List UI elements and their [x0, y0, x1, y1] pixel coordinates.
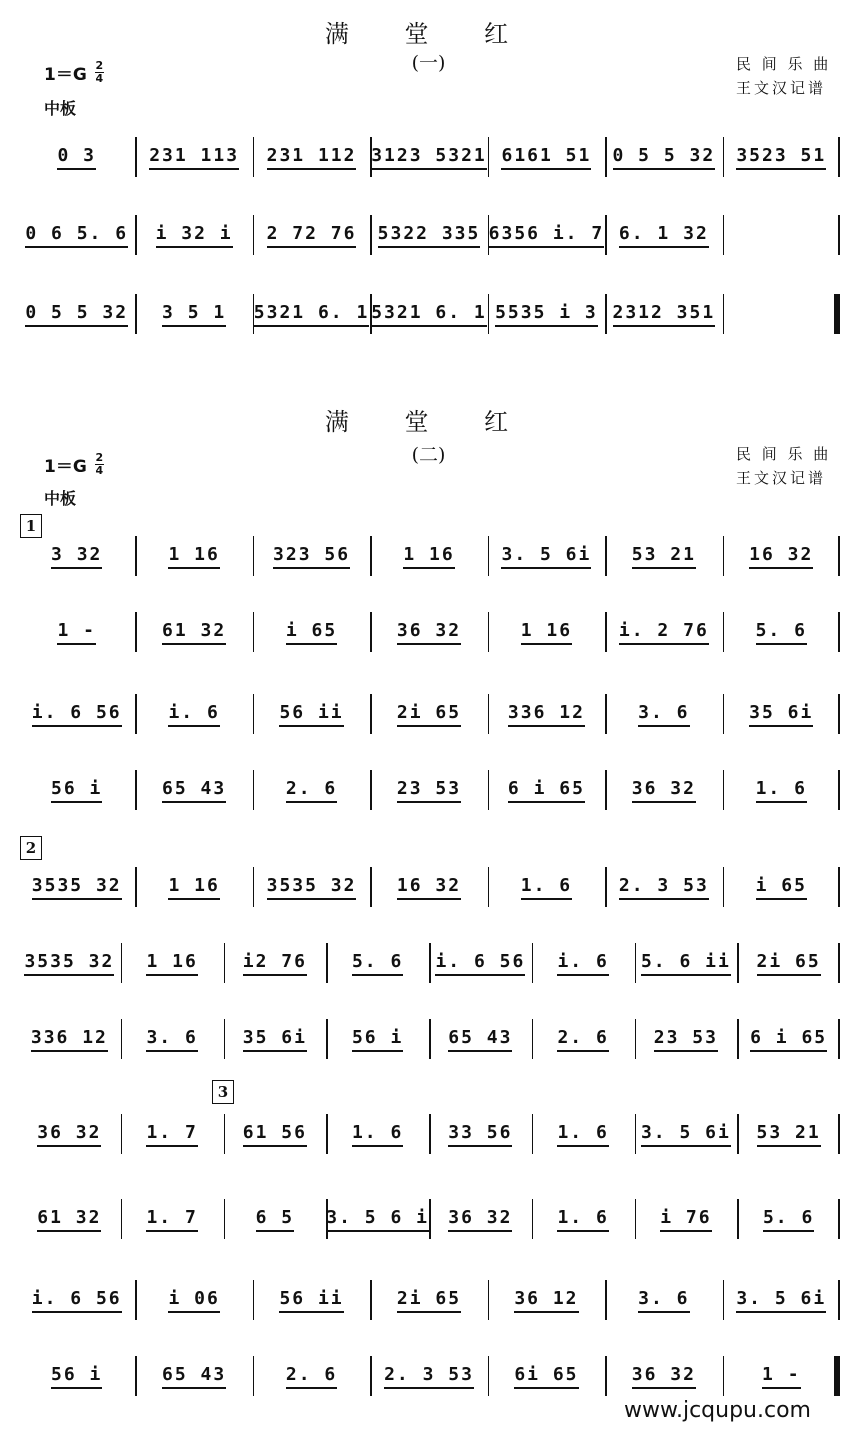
measure-notes: 5. 6 — [763, 1207, 814, 1232]
measure-notes: 3123 5321 — [371, 145, 487, 170]
measure — [253, 864, 370, 910]
measure — [224, 1016, 327, 1062]
measure — [121, 1111, 224, 1157]
measure — [253, 609, 370, 655]
piece2-staff-line — [18, 533, 840, 579]
measure — [18, 212, 135, 258]
barline — [838, 1114, 840, 1154]
measure — [121, 940, 224, 986]
measure-notes: 336 12 — [508, 702, 585, 727]
measure — [326, 1196, 429, 1242]
piece2-staff-line — [18, 1111, 840, 1157]
measure — [18, 767, 135, 813]
measure — [605, 1353, 722, 1399]
measure — [135, 1353, 252, 1399]
piece2-staff-line — [18, 1277, 840, 1323]
measure — [224, 1111, 327, 1157]
measure — [488, 691, 605, 737]
measure — [18, 1016, 121, 1062]
measure-notes: 33 56 — [448, 1122, 512, 1147]
measure-notes: 1. 6 — [557, 1207, 608, 1232]
measure-notes: 3523 51 — [736, 145, 826, 170]
measure — [326, 1016, 429, 1062]
measure — [532, 1016, 635, 1062]
measure — [635, 1016, 738, 1062]
measure-notes: 2. 6 — [557, 1027, 608, 1052]
measure-notes: 0 6 5. 6 — [25, 223, 128, 248]
measure-notes: i 06 — [168, 1288, 219, 1313]
measure — [532, 1196, 635, 1242]
measure — [253, 212, 370, 258]
measure-notes: 6i 65 — [514, 1364, 578, 1389]
measure — [18, 1111, 121, 1157]
piece1-time-signature: $\frac{2}{4}$ — [95, 59, 104, 85]
measure — [121, 1016, 224, 1062]
piece1-key-signature — [44, 60, 104, 85]
measure — [723, 1353, 840, 1399]
measure — [253, 291, 370, 337]
measure — [635, 940, 738, 986]
measure — [18, 864, 135, 910]
piece1-tempo: 中板 — [44, 99, 77, 118]
measure — [488, 291, 605, 337]
measure-notes: 1. 7 — [146, 1207, 197, 1232]
measure-notes: 56 ii — [279, 1288, 343, 1313]
measure — [18, 1353, 135, 1399]
measure — [253, 767, 370, 813]
measure-notes: 6161 51 — [501, 145, 591, 170]
measure — [488, 533, 605, 579]
measure-notes: 1 16 — [521, 620, 572, 645]
measure-notes: i. 6 56 — [32, 702, 122, 727]
measure — [488, 609, 605, 655]
measure-notes: 23 53 — [397, 778, 461, 803]
measure-notes: 231 112 — [267, 145, 357, 170]
measure-notes: 61 56 — [243, 1122, 307, 1147]
measure — [253, 1277, 370, 1323]
measure-notes: i. 6 56 — [32, 1288, 122, 1313]
piece2-tempo: 中板 — [44, 489, 77, 508]
measure-notes: 36 32 — [37, 1122, 101, 1147]
measure-notes: 35 6i — [243, 1027, 307, 1052]
measure — [723, 864, 840, 910]
measure — [18, 609, 135, 655]
measure — [429, 1111, 532, 1157]
measure-notes: 0 3 — [57, 145, 96, 170]
measure — [370, 1353, 487, 1399]
measure — [723, 691, 840, 737]
barline — [838, 137, 840, 177]
measure-notes: 3. 5 6i — [736, 1288, 826, 1313]
section-marker-2: 2 — [20, 836, 42, 860]
piece2-staff-line — [18, 767, 840, 813]
measure — [532, 1111, 635, 1157]
measure — [370, 533, 487, 579]
measure — [370, 691, 487, 737]
piece2-staff-line — [18, 691, 840, 737]
piece2-staff-line — [18, 1196, 840, 1242]
piece2-staff-line — [18, 609, 840, 655]
measure-notes: 2i 65 — [397, 702, 461, 727]
measure-notes: 61 32 — [37, 1207, 101, 1232]
measure — [135, 291, 252, 337]
measure-notes: 1 16 — [168, 875, 219, 900]
measure — [723, 212, 840, 258]
measure — [370, 134, 487, 180]
measure-notes: 56 i — [352, 1027, 403, 1052]
measure — [737, 940, 840, 986]
barline — [838, 1280, 840, 1320]
measure — [370, 212, 487, 258]
measure-notes: 6 i 65 — [508, 778, 585, 803]
measure-notes: 65 43 — [162, 778, 226, 803]
measure-notes: i 65 — [286, 620, 337, 645]
measure — [135, 1277, 252, 1323]
measure-notes: 1 16 — [146, 951, 197, 976]
piece2-staff-line — [18, 864, 840, 910]
measure — [723, 533, 840, 579]
measure — [723, 1277, 840, 1323]
measure-notes: 56 ii — [279, 702, 343, 727]
measure-notes: 2i 65 — [397, 1288, 461, 1313]
piece2-staff-line — [18, 1353, 840, 1399]
measure-notes: 65 43 — [162, 1364, 226, 1389]
measure — [18, 940, 121, 986]
final-barline — [834, 294, 839, 334]
measure — [135, 134, 252, 180]
section-marker-1: 1 — [20, 514, 42, 538]
measure — [370, 864, 487, 910]
measure — [326, 940, 429, 986]
measure-notes: 323 56 — [273, 544, 350, 569]
measure-notes: 6356 i. 7 — [489, 223, 605, 248]
barline — [838, 612, 840, 652]
measure — [605, 767, 722, 813]
measure — [370, 609, 487, 655]
measure-notes: 36 32 — [397, 620, 461, 645]
measure — [135, 533, 252, 579]
measure-notes: 5535 i 3 — [495, 302, 598, 327]
measure-notes: i. 6 — [168, 702, 219, 727]
barline — [838, 770, 840, 810]
piece1-staff-line — [18, 212, 840, 258]
piece2-staff-line — [18, 1016, 840, 1062]
measure — [253, 691, 370, 737]
measure — [723, 134, 840, 180]
measure-notes: 3. 5 6 i — [326, 1207, 429, 1232]
measure-notes: 1. 6 — [521, 875, 572, 900]
measure — [605, 609, 722, 655]
measure-notes: 0 5 5 32 — [613, 145, 716, 170]
measure-notes: 35 6i — [749, 702, 813, 727]
measure-notes: 2i 65 — [757, 951, 821, 976]
barline — [838, 215, 840, 255]
measure — [253, 1353, 370, 1399]
measure-notes: 3535 32 — [24, 951, 114, 976]
measure-notes: 2. 6 — [286, 778, 337, 803]
watermark: www.jcqupu.com — [624, 1398, 811, 1423]
measure-notes: i2 76 — [243, 951, 307, 976]
piece2-staff-line — [18, 940, 840, 986]
measure — [723, 291, 840, 337]
measure — [723, 609, 840, 655]
measure-notes: 53 21 — [632, 544, 696, 569]
measure — [605, 291, 722, 337]
barline — [838, 1019, 840, 1059]
measure-notes: 61 32 — [162, 620, 226, 645]
measure-notes: 5321 6. 1 — [371, 302, 487, 327]
measure-notes: 65 43 — [448, 1027, 512, 1052]
barline — [838, 943, 840, 983]
measure — [135, 609, 252, 655]
measure-notes: 53 21 — [757, 1122, 821, 1147]
measure — [605, 691, 722, 737]
measure-notes: 36 12 — [514, 1288, 578, 1313]
measure — [121, 1196, 224, 1242]
measure — [605, 864, 722, 910]
measure-notes: 1. 6 — [352, 1122, 403, 1147]
measure — [18, 291, 135, 337]
measure-notes: 36 32 — [448, 1207, 512, 1232]
measure-notes: 2. 6 — [286, 1364, 337, 1389]
measure-notes: 36 32 — [632, 778, 696, 803]
measure-notes: 1 16 — [168, 544, 219, 569]
final-barline — [834, 1356, 839, 1396]
measure-notes: 6 5 — [256, 1207, 295, 1232]
measure — [605, 134, 722, 180]
piece2-credit — [736, 442, 831, 490]
measure — [532, 940, 635, 986]
measure — [135, 767, 252, 813]
measure-notes: 6. 1 32 — [619, 223, 709, 248]
piece2-credit-origin: 民 间 乐 曲 — [736, 445, 832, 463]
piece1-credit — [736, 52, 831, 100]
measure-notes: 1. 7 — [146, 1122, 197, 1147]
measure — [135, 691, 252, 737]
measure-notes: i. 6 — [557, 951, 608, 976]
measure — [135, 864, 252, 910]
measure-notes: 1 - — [57, 620, 96, 645]
measure — [488, 767, 605, 813]
measure — [605, 1277, 722, 1323]
measure-notes: 5. 6 — [756, 620, 807, 645]
measure — [18, 1277, 135, 1323]
barline — [838, 694, 840, 734]
measure — [370, 291, 487, 337]
piece2-subtitle: (二) — [411, 444, 446, 466]
measure-notes: 0 5 5 32 — [25, 302, 128, 327]
measure-notes: 3 32 — [51, 544, 102, 569]
measure-notes: 5321 6. 1 — [254, 302, 370, 327]
measure — [135, 212, 252, 258]
piece1-subtitle: (一) — [411, 52, 446, 74]
measure-notes: 3. 6 — [638, 702, 689, 727]
piece2-credit-transcriber: 王文汉记谱 — [736, 469, 827, 487]
measure — [18, 1196, 121, 1242]
measure-notes: 1 - — [762, 1364, 801, 1389]
measure — [737, 1016, 840, 1062]
measure — [18, 134, 135, 180]
measure-notes: 3 5 1 — [162, 302, 226, 327]
measure-notes: 16 32 — [749, 544, 813, 569]
piece2-key-signature — [44, 452, 104, 477]
measure-notes: 36 32 — [632, 1364, 696, 1389]
measure — [488, 864, 605, 910]
measure-notes: 3. 6 — [638, 1288, 689, 1313]
measure — [18, 691, 135, 737]
measure-notes: 2312 351 — [613, 302, 716, 327]
measure — [224, 1196, 327, 1242]
measure — [605, 533, 722, 579]
measure-notes: 3. 5 6i — [501, 544, 591, 569]
measure-notes: 56 i — [51, 778, 102, 803]
measure — [488, 134, 605, 180]
measure — [488, 212, 605, 258]
barline — [838, 867, 840, 907]
measure-notes: 1. 6 — [756, 778, 807, 803]
measure-notes: 231 113 — [149, 145, 239, 170]
piece1-title: 满 堂 红 — [324, 20, 533, 48]
measure-notes: i 65 — [756, 875, 807, 900]
measure — [253, 134, 370, 180]
measure-notes: 3. 6 — [146, 1027, 197, 1052]
barline — [838, 536, 840, 576]
measure-notes: i. 2 76 — [619, 620, 709, 645]
measure — [488, 1277, 605, 1323]
section-marker-3: 3 — [212, 1080, 234, 1104]
measure — [224, 940, 327, 986]
measure-notes: 2. 3 53 — [384, 1364, 474, 1389]
piece1-staff-line — [18, 134, 840, 180]
measure-notes: 3. 5 6i — [641, 1122, 731, 1147]
measure-notes: 16 32 — [397, 875, 461, 900]
piece1-credit-origin: 民 间 乐 曲 — [736, 55, 832, 73]
piece2-title: 满 堂 红 — [324, 408, 533, 436]
measure-notes: 6 i 65 — [750, 1027, 827, 1052]
measure — [429, 940, 532, 986]
measure — [370, 1277, 487, 1323]
measure-notes: i 76 — [660, 1207, 711, 1232]
measure — [429, 1196, 532, 1242]
measure — [605, 212, 722, 258]
measure-notes: i. 6 56 — [435, 951, 525, 976]
piece2-time-signature: $\frac{2}{4}$ — [95, 451, 104, 477]
measure — [635, 1111, 738, 1157]
measure-notes: 23 53 — [654, 1027, 718, 1052]
measure-notes: 3535 32 — [32, 875, 122, 900]
measure-notes: 1. 6 — [557, 1122, 608, 1147]
measure — [723, 767, 840, 813]
measure-notes: 2 72 76 — [267, 223, 357, 248]
piece1-staff-line — [18, 291, 840, 337]
measure — [253, 533, 370, 579]
measure-notes: 336 12 — [31, 1027, 108, 1052]
measure-notes: 3535 32 — [267, 875, 357, 900]
measure — [737, 1196, 840, 1242]
barline — [838, 1199, 840, 1239]
measure-notes: 2. 3 53 — [619, 875, 709, 900]
measure — [18, 533, 135, 579]
measure — [326, 1111, 429, 1157]
measure-notes: i 32 i — [156, 223, 233, 248]
measure-notes: 5322 335 — [378, 223, 481, 248]
measure-notes: 5. 6 ii — [641, 951, 731, 976]
piece2-key: 1＝G — [44, 457, 87, 477]
measure — [488, 1353, 605, 1399]
piece1-key: 1＝G — [44, 65, 87, 85]
piece1-credit-transcriber: 王文汉记谱 — [736, 79, 827, 97]
measure-notes: 1 16 — [403, 544, 454, 569]
measure — [429, 1016, 532, 1062]
measure — [370, 767, 487, 813]
measure — [635, 1196, 738, 1242]
measure — [737, 1111, 840, 1157]
measure-notes: 56 i — [51, 1364, 102, 1389]
measure-notes: 5. 6 — [352, 951, 403, 976]
